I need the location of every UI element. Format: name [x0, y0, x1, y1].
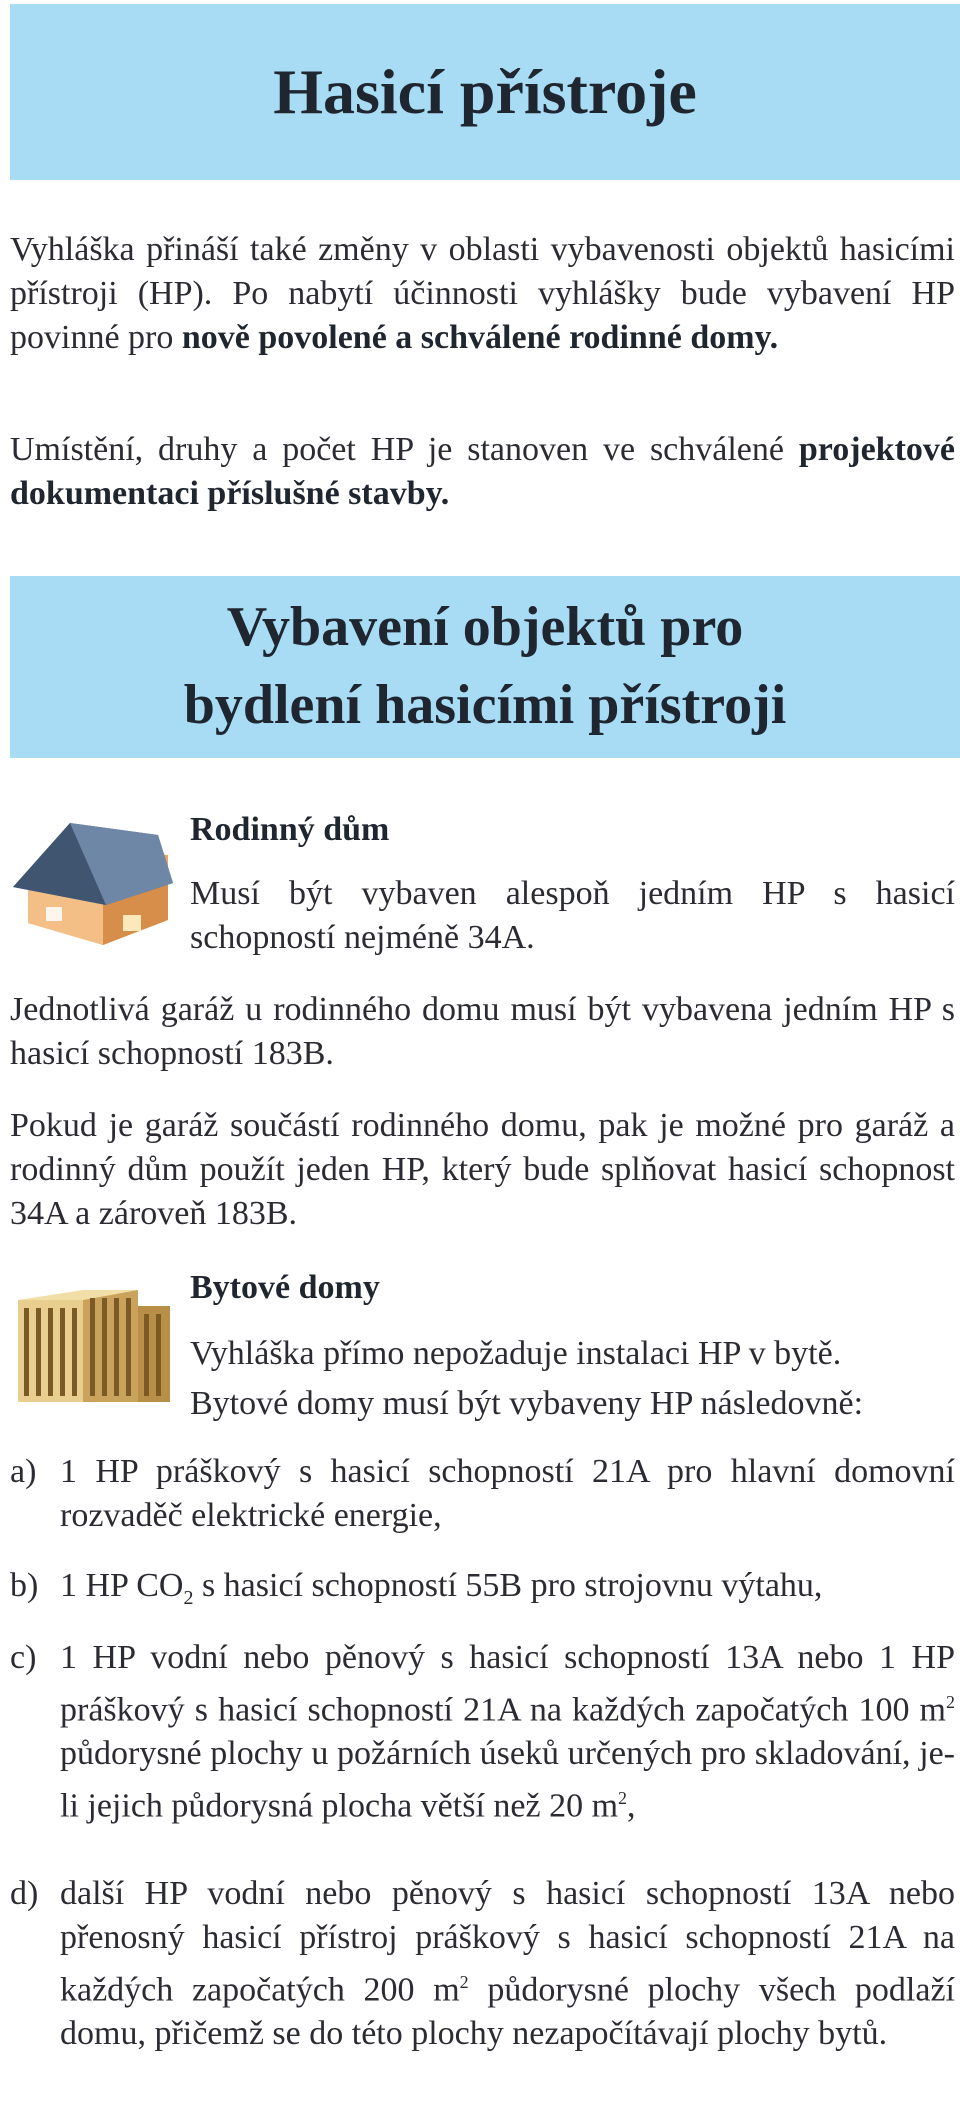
- list-item-text: další HP vodní nebo pěnový s hasicí schopností 13A nebo přenosný hasicí přístroj práškový s hasicí schopností 21A na každých započatých 200 $m^2$ půdorysné plochy všech podlaží domu, přičemž se do této plochy nezapočítávají plochy bytů.: [60, 1875, 955, 2053]
- intro-paragraph-2: [10, 428, 955, 516]
- list-item-label: b): [10, 1567, 39, 1604]
- list-item-b: [10, 1564, 955, 1620]
- section-title-line-2: bydlení hasicími přístroji: [183, 674, 787, 736]
- list-item-label: a): [10, 1453, 37, 1490]
- flats-heading: Bytové domy: [190, 1269, 380, 1306]
- intro-bold-1: nově povolené a schválené rodinné domy.: [181, 319, 779, 356]
- list-item-label: c): [10, 1639, 37, 1676]
- list-item-text: 1 HP vodní nebo pěnový s hasicí schopností 13A nebo 1 HP práškový s hasicí schopností 21A na každých započatých 100 $m^2$ půdorysné plochy u požárních úseků určených pro skladování, je-li jejich půdorysná plocha větší než 20 $m^2$,: [60, 1639, 955, 1825]
- combined-garage-paragraph: Pokud je garáž součástí rodinného domu, pak je možné pro garáž a rodinný dům použít jeden HP, který bude splňovat hasicí schopnost 34A a zároveň 183B.: [10, 1107, 955, 1232]
- house-icon: [8, 815, 178, 955]
- list-item-label: d): [10, 1875, 39, 1912]
- intro-bold-2: projektové dokumentaci příslušné stavby.: [10, 431, 955, 512]
- house-text: Musí být vybaven alespoň jedním HP s hasicí schopností nejméně 34A.: [190, 875, 955, 956]
- garage-paragraph: Jednotlivá garáž u rodinného domu musí být vybavena jedním HP s hasicí schopností 183B.: [10, 991, 955, 1072]
- intro-text-1: Vyhláška přináší také změny v oblasti vybavenosti objektů hasicími přístroji (HP). Po nabytí účinnosti vyhlášky bude vybavení HP povinné pro: [10, 231, 955, 356]
- intro-paragraph-1: [10, 228, 955, 360]
- list-item-d: [10, 1872, 955, 2056]
- list-item-text: 1 HP práškový s hasicí schopností 21A pro hlavní domovní rozvaděč elektrické energie,: [60, 1453, 955, 1534]
- apartment-building-icon: [8, 1278, 178, 1408]
- list-item-c: [10, 1636, 955, 1829]
- flats-line-1: Vyhláška přímo nepožaduje instalaci HP v bytě.: [190, 1335, 842, 1372]
- section-title: [10, 576, 960, 758]
- intro-text-2: Umístění, druhy a počet HP je stanoven ve schválené: [10, 431, 799, 468]
- section-title-line-1: Vybavení objektů pro: [226, 596, 744, 658]
- page-title: Hasicí přístroje: [10, 4, 960, 180]
- list-item-a: [10, 1450, 955, 1538]
- house-heading: Rodinný dům: [190, 811, 390, 848]
- list-item-text: 1 HP $CO_2$ s hasicí schopností 55B pro strojovnu výtahu,: [60, 1567, 823, 1609]
- flats-line-2: Bytové domy musí být vybaveny HP následovně:: [190, 1385, 864, 1422]
